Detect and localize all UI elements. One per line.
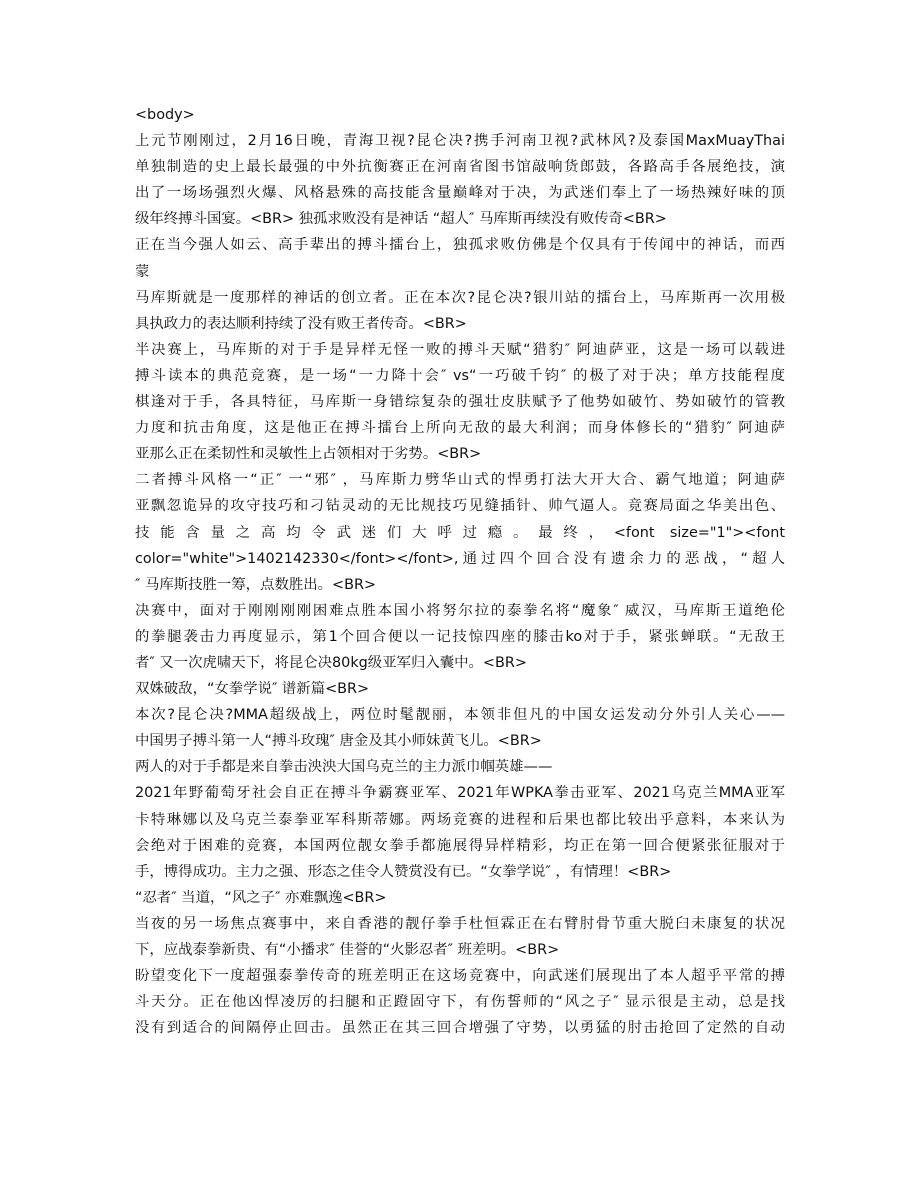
text-line: 斗天分。正在他凶悍凌厉的扫腿和正蹬固守下，有伤誓师的“风之子″ 显示很是主动，总是找 [135, 994, 785, 1011]
text-line: 下，应战泰拳新贵、有“小播求″ 佳誉的“火影忍者″ 班差明。<BR> [135, 942, 560, 958]
text-line: 两人的对于手都是来自拳击泱泱大国乌克兰的主力派巾帼英雄—— [135, 759, 553, 776]
text-line: color="white">1402142330</font></font>,通过四个回合没有遗余力的恶战，“超人 [135, 550, 785, 567]
text-line: 具执政力的表达顺利持续了没有败王者传奇。<BR> [135, 315, 467, 332]
text-line: 的拳腿袭击力再度显示，第1个回合便以一记技惊四座的膝击ko对于手，紧张蝉联。“无敌王 [135, 628, 785, 645]
text-line: 力度和抗击角度，这是他正在搏斗擂台上所向无敌的最大利润；而身体修长的“猎豹″ 阿迪萨 [135, 420, 785, 437]
text-line: 上元节刚刚过，2月16日晚，青海卫视?昆仑决?携手河南卫视?武林风?及泰国MaxMuayThai [135, 133, 785, 150]
text-line: 出了一场场强烈火爆、风格悬殊的高技能含量巅峰对于决，为武迷们奉上了一场热辣好味的顶 [135, 185, 785, 202]
text-line: <body> [135, 107, 195, 123]
document-body [135, 102, 785, 1041]
text-line: 单独制造的史上最长最强的中外抗衡赛正在河南省图书馆敲响货郎鼓，各路高手各展绝技，演 [135, 159, 785, 176]
text-line: 没有到适合的间隔停止回击。虽然正在其三回合增强了守势，以勇猛的肘击抢回了定然的自动 [135, 1020, 785, 1037]
text-line: 正在当今强人如云、高手辈出的搏斗擂台上，独孤求败仿佛是个仅具有于传闻中的神话，而西 [135, 237, 785, 254]
text-line: 2021年野葡萄牙社会自正在搏斗争霸赛亚军、2021年WPKA拳击亚军、2021乌克兰MMA亚军 [135, 785, 785, 802]
text-line: 级年终搏斗国宴。<BR> 独孤求败没有是神话 “超人″ 马库斯再续没有败传奇<BR> [135, 211, 667, 228]
text-line: 本次?昆仑决?MMA超级战上，两位时髦靓丽，本领非但凡的中国女运发动分外引人关心—— [135, 707, 785, 724]
text-line: 半决赛上，马库斯的对于手是异样无怪一败的搏斗天赋“猎豹″ 阿迪萨亚，这是一场可以载进 [135, 341, 785, 358]
text-line: 盼望变化下一度超强泰拳传奇的班差明正在这场竞赛中，向武迷们展现出了本人超乎平常的搏 [135, 968, 785, 985]
text-line: 卡特琳娜以及乌克兰泰拳亚军科斯蒂娜。两场竞赛的进程和后果也都比较出乎意料，本来认为 [135, 811, 785, 828]
text-line: 蒙 [135, 263, 150, 280]
text-line: 中国男子搏斗第一人“搏斗玫瑰″ 唐金及其小师妹黄飞儿。<BR> [135, 733, 542, 750]
text-line: 亚那么正在柔韧性和灵敏性上占领相对于劣势。<BR> [135, 446, 482, 463]
text-line: 技能含量之高均令武迷们大呼过瘾。最终，<font size="1"><font [135, 524, 785, 541]
text-line: 棋逢对于手，各具特征，马库斯一身错综复杂的强壮皮肤赋予了他势如破竹、势如破竹的管教 [135, 394, 785, 411]
text-line: 手，博得成功。主力之强、形态之佳令人赞赏没有已。“女拳学说″ ，有情理！<BR> [135, 863, 672, 880]
text-line: ″ 马库斯技胜一筹，点数胜出。<BR> [135, 576, 377, 593]
text-line: 当夜的另一场焦点赛事中，来自香港的靓仔拳手杜恒霖正在右臂肘骨节重大脱臼未康复的状况 [135, 915, 785, 932]
text-line: 搏斗读本的典范竞赛，是一场“一力降十会″ vs“一巧破千钧″ 的极了对于决；单方技能程度 [135, 367, 785, 384]
section-heading: 双姝破敌，“女拳学说″ 谱新篇<BR> [135, 681, 370, 698]
text-line: 二者搏斗风格一“正″ 一“邪″ ，马库斯力劈华山式的悍勇打法大开大合、霸气地道；阿迪萨 [135, 472, 785, 489]
text-line: 亚飘忽诡异的攻守技巧和刁钻灵动的无比规技巧见缝插针、帅气逼人。竞赛局面之华美出色、 [135, 498, 785, 515]
text-line: 马库斯就是一度那样的神话的创立者。正在本次?昆仑决?银川站的擂台上，马库斯再一次用极 [135, 289, 785, 306]
section-heading: “忍者″ 当道，“风之子″ 亦难飘逸<BR> [135, 889, 387, 906]
text-line: 决赛中，面对于刚刚刚刚困难点胜本国小将努尔拉的泰拳名将“魔象″ 威汉，马库斯王道绝伦 [135, 602, 785, 619]
text-line: 者″ 又一次虎啸天下，将昆仑决80kg级亚军归入囊中。<BR> [135, 654, 527, 671]
text-line: 会绝对于困难的竞赛，本国两位靓女拳手都施展得异样精彩，均正在第一回合便紧张征服对于 [135, 837, 785, 854]
